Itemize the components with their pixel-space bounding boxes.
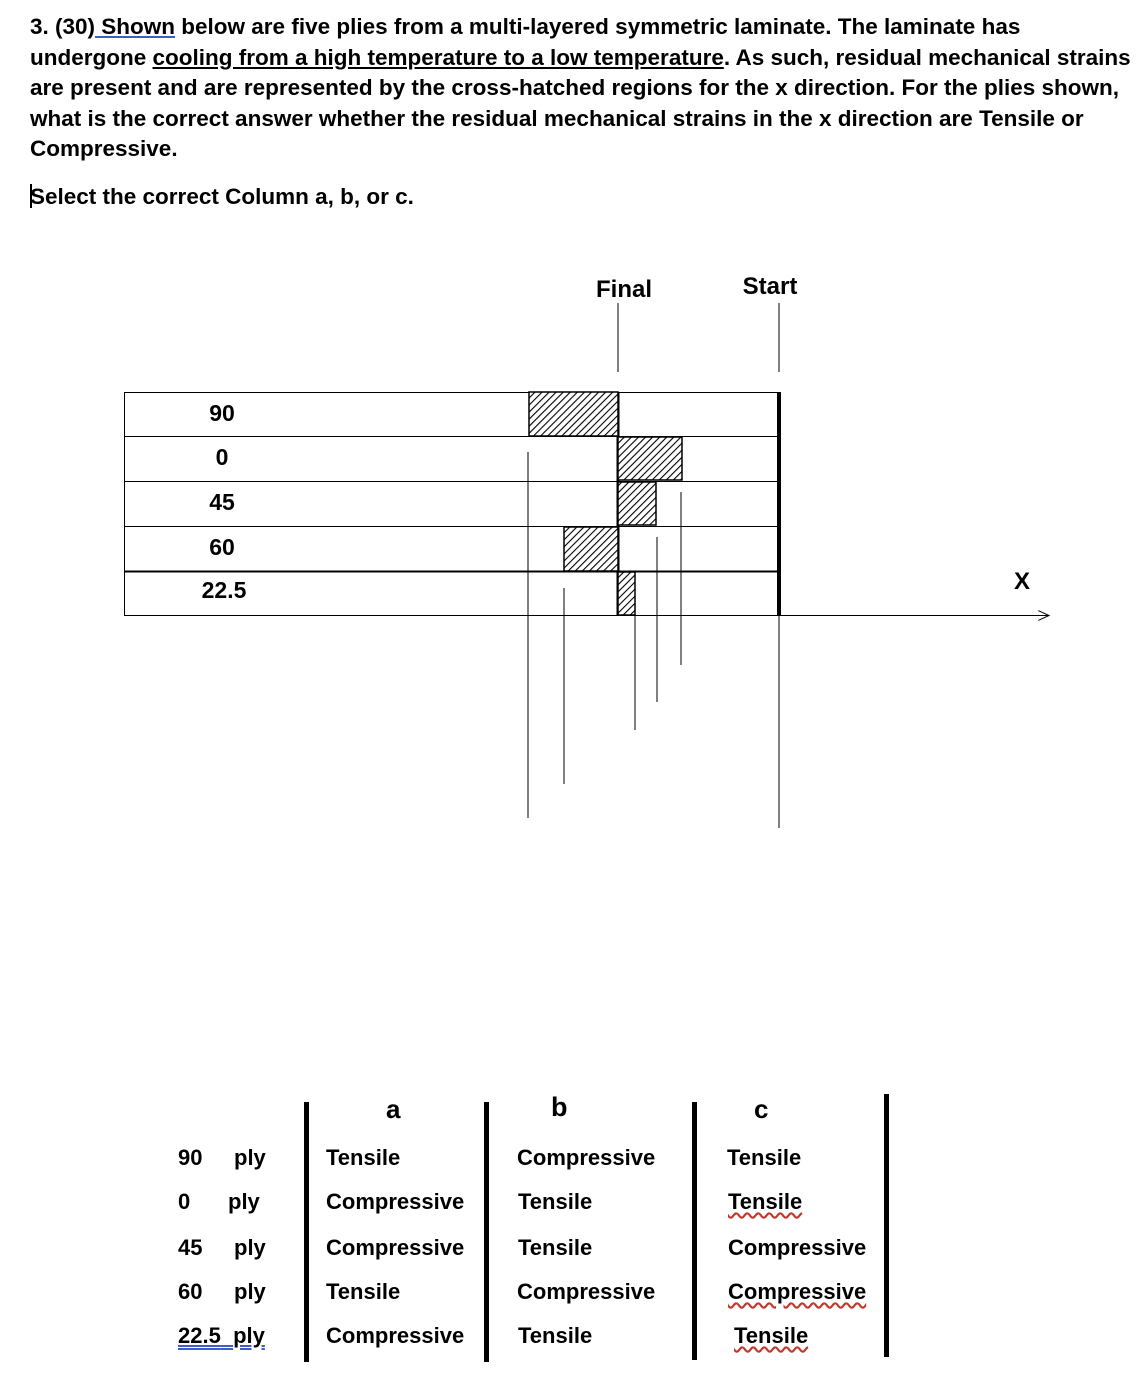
table-column-divider [692, 1102, 697, 1360]
question-cooling-phrase: cooling from a high temperature to a low temperature [152, 44, 724, 70]
cell-a: Compressive [326, 1189, 465, 1214]
ply-90-strain-hatch [529, 392, 618, 436]
row-angle-22-5-ply [178, 1323, 265, 1349]
row-angle-90: 90 [178, 1145, 203, 1170]
column-header-b[interactable]: b [551, 1092, 568, 1122]
ply-label-22-5: 22.5 [201, 577, 247, 603]
ply-45-strain-hatch [618, 482, 656, 525]
final-label: Final [595, 276, 653, 303]
ply-60-strain-hatch [564, 527, 618, 571]
row-angle-22-5: 22.5 [178, 1323, 221, 1348]
cell-b: Compressive [517, 1145, 656, 1170]
row-ply-label: ply [234, 1235, 266, 1260]
cell-c: Tensile [734, 1323, 809, 1348]
cell-b: Tensile [518, 1189, 593, 1214]
question-part1: below are five plies from a multi-layered symmetric laminate. The laminate has undergone [30, 14, 1021, 70]
row-angle-60: 60 [178, 1279, 203, 1304]
ply-22-5-strain-hatch [618, 572, 635, 615]
cell-b: Tensile [518, 1235, 593, 1260]
table-column-divider [304, 1102, 309, 1362]
ply-label-60: 60 [209, 534, 235, 560]
cell-c: Compressive [728, 1235, 867, 1260]
instruction-label: Select the correct Column a, b, or c. [30, 184, 414, 209]
row-angle-0: 0 [178, 1189, 191, 1214]
ply-label-45: 45 [209, 489, 235, 515]
cell-b: Compressive [517, 1279, 656, 1304]
cell-a: Tensile [326, 1145, 401, 1170]
question-part2: . As such, residual mechanical strains are present and are represented by the cross-hatched regions for the x direction. For the plies shown, what is the correct answer whether the residual mechanical strains in the x direction are Tensile or Compressive. [30, 44, 1131, 161]
cell-c: Tensile [728, 1189, 803, 1214]
question-shown: Shown [95, 14, 176, 39]
ply-label-90: 90 [209, 400, 235, 426]
table-column-divider [484, 1102, 489, 1362]
column-header-a[interactable]: a [386, 1094, 401, 1124]
cell-c: Compressive [728, 1279, 867, 1304]
start-label: Start [742, 273, 798, 300]
row-ply-label: ply [233, 1323, 265, 1348]
cell-a: Compressive [326, 1235, 465, 1260]
x-axis-label: X [1013, 568, 1031, 595]
cell-c: Tensile [727, 1145, 802, 1170]
row-ply-label: ply [228, 1189, 260, 1214]
cell-a: Compressive [326, 1323, 465, 1348]
row-ply-label: ply [234, 1145, 266, 1170]
cell-a: Tensile [326, 1279, 401, 1304]
row-angle-45: 45 [178, 1235, 203, 1260]
question-number: 3. (30) [30, 14, 96, 39]
ply-label-0: 0 [215, 444, 229, 470]
cell-b: Tensile [518, 1323, 593, 1348]
ply-0-strain-hatch [618, 437, 682, 480]
table-column-divider [884, 1094, 889, 1357]
row-ply-label: ply [234, 1279, 266, 1304]
column-header-c[interactable]: c [754, 1094, 769, 1124]
